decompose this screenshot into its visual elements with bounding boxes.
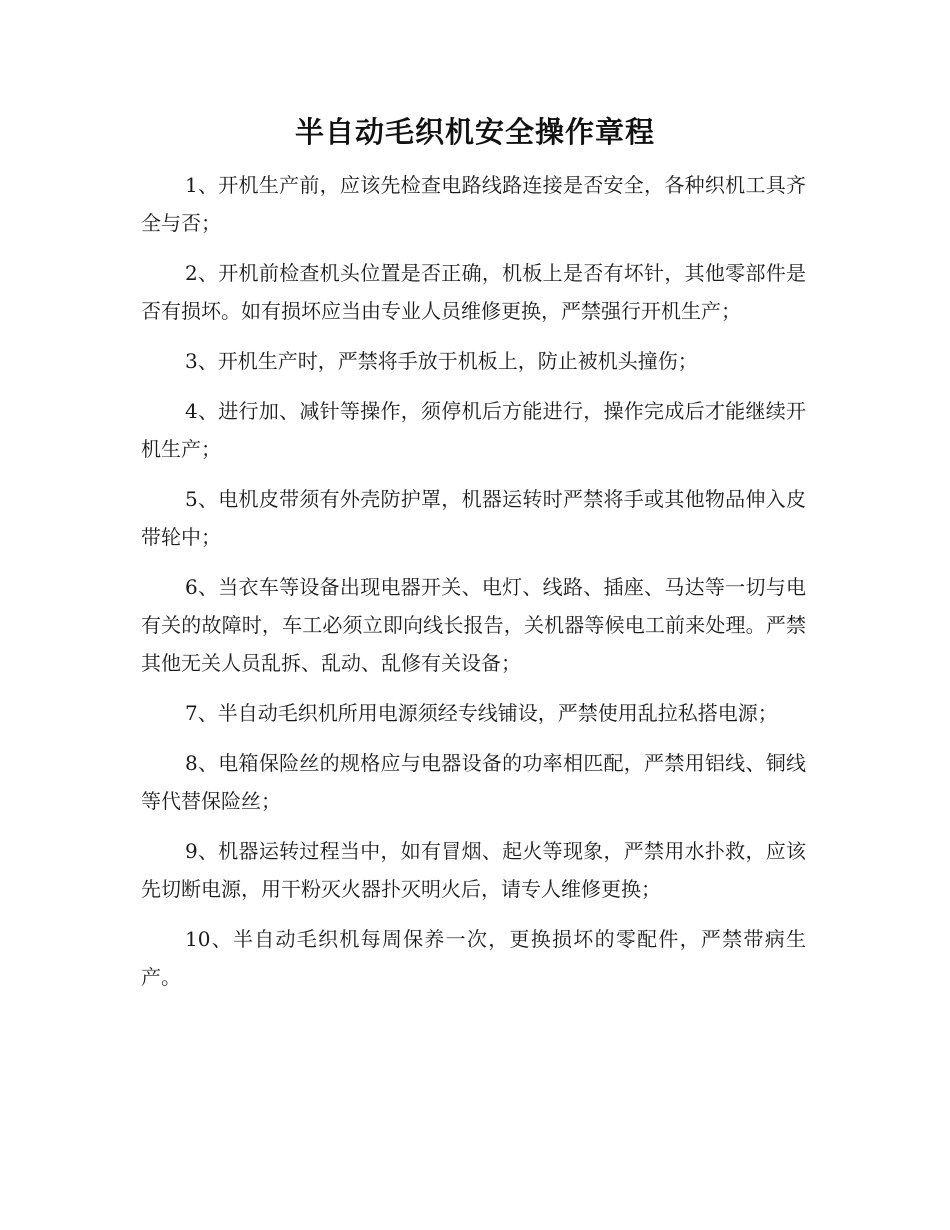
paragraph-rule-8: 8、电箱保险丝的规格应与电器设备的功率相匹配，严禁用铝线、铜线等代替保险丝； xyxy=(141,751,806,813)
paragraph-rule-10: 10、半自动毛织机每周保养一次，更换损坏的零配件，严禁带病生产。 xyxy=(141,927,806,989)
paragraph-rule-9: 9、机器运转过程当中，如有冒烟、起火等现象，严禁用水扑救，应该先切断电源，用干粉灭火器扑灭明火后，请专人维修更换； xyxy=(141,839,806,901)
paragraph-rule-2: 2、开机前检查机头位置是否正确，机板上是否有坏针，其他零部件是否有损坏。如有损坏应当由专业人员维修更换，严禁强行开机生产； xyxy=(141,261,806,323)
paragraph-rule-4: 4、进行加、减针等操作，须停机后方能进行，操作完成后才能继续开机生产； xyxy=(141,399,806,461)
paragraph-rule-6: 6、当衣车等设备出现电器开关、电灯、线路、插座、马达等一切与电有关的故障时，车工必须立即向线长报告，关机器等候电工前来处理。严禁其他无关人员乱拆、乱动、乱修有关设备； xyxy=(141,575,806,675)
paragraph-rule-3: 3、开机生产时，严禁将手放于机板上，防止被机头撞伤； xyxy=(185,349,698,373)
paragraph-rule-1: 1、开机生产前，应该先检查电路线路连接是否安全，各种织机工具齐全与否； xyxy=(141,173,806,235)
paragraph-rule-7: 7、半自动毛织机所用电源须经专线铺设，严禁使用乱拉私搭电源； xyxy=(185,701,778,725)
paragraph-rule-5: 5、电机皮带须有外壳防护罩，机器运转时严禁将手或其他物品伸入皮带轮中； xyxy=(141,487,806,549)
document-body xyxy=(141,166,806,1008)
document-title: 半自动毛织机安全操作章程 xyxy=(294,115,655,149)
